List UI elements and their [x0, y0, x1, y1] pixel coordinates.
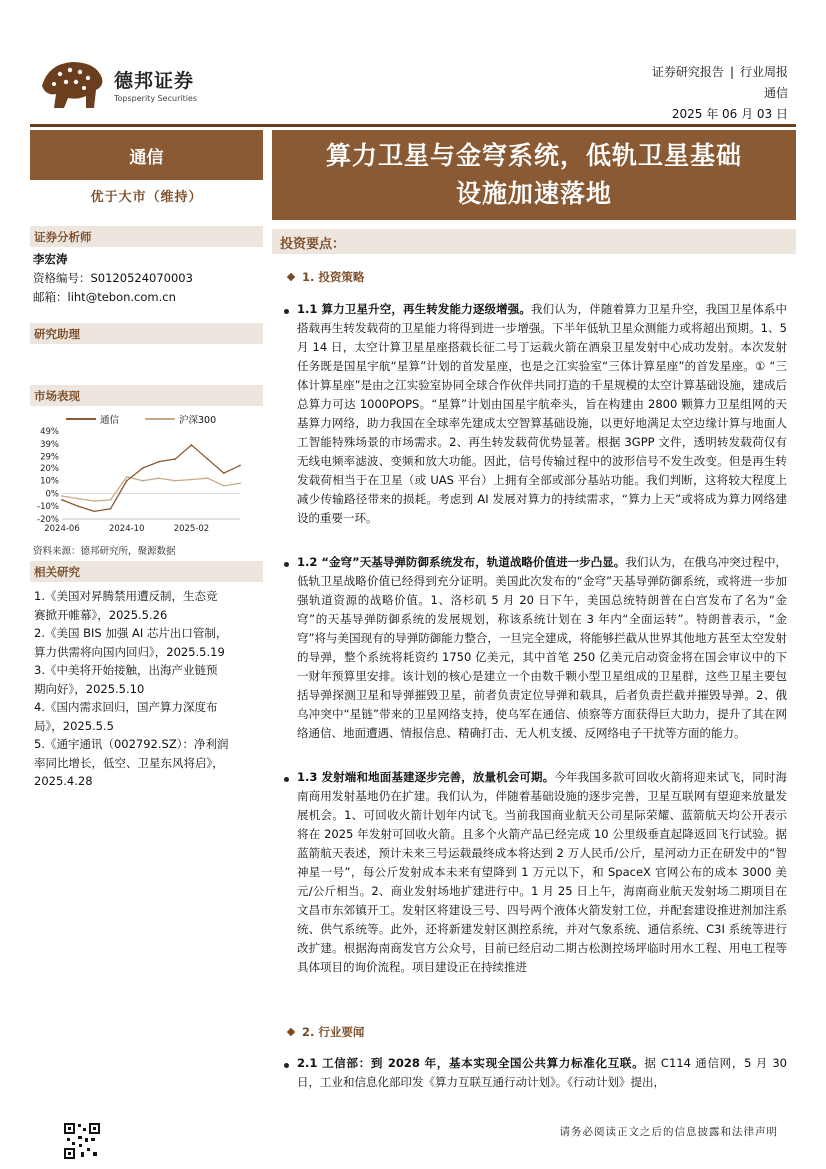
- email-link[interactable]: liht@tebon.com.cn: [67, 290, 176, 304]
- market-header: 市场表现: [30, 385, 263, 406]
- legend-label-hs300: 沪深300: [179, 415, 217, 426]
- bullet-icon: [284, 562, 289, 567]
- leopard-logo-icon: [38, 56, 106, 112]
- bullet-icon: [284, 1063, 289, 1068]
- title-line-2: 设施加速落地: [455, 179, 612, 208]
- data-point: [93, 500, 95, 502]
- data-point: [61, 499, 63, 501]
- data-point: [191, 479, 193, 481]
- series-line: [62, 477, 240, 501]
- report-title: [272, 130, 796, 220]
- paragraph-1-2: 1.2 “金穹”天基导弹防御系统发布，轨道战略价值进一步凸显。我们认为，在俄乌冲突过程中，低轨卫星战略价值已经得到充分证明。美国此次发布的“金穹”天基导弹防御系统，或将进一步加强轨道资源的战略价值。1、洛杉矶 5 月 20 日下午，美国总统特朗普在白宫发布了名为“金穹”的天基导弹防御系统的发展规划，称该系统计划在 3 年内“全面运转”。特朗普表示，“金穹”将与美国现有的导弹防御能力整合，一旦完全建成，将能够拦截从世界其他地方甚至太空发射的导弹，整个系统将耗资约 1750 亿美元，其中首笔 250 亿美元启动资金将在国会审议中的下一财年预算里安排。该计划的核心是建立一个由数千颗小型卫星组成的卫星群，这些卫星主要包括导弹探测卫星和导弹摧毁卫星，前者负责定位导弹和载具，后者负责拦截并摧毁导弹。2、俄乌冲突中“星链”带来的卫星网络支持，使乌军在通信、侦察等方面获得巨大助力，提升了其在网络通信、地面遭遇、情报信息、精确打击、无人机支援、反网络电子干扰等方面的能力。: [297, 555, 787, 740]
- data-point: [110, 499, 112, 501]
- chart-source: 资料来源：德邦研究所，聚源数据: [33, 546, 176, 557]
- report-kind: 行业周报: [739, 65, 788, 79]
- y-tick-label: 20%: [40, 463, 59, 474]
- related-item[interactable]: 1.《美国对昇腾禁用遭反制，生态竞 赛掀开帷幕》，2025.5.26: [34, 589, 218, 622]
- data-point: [142, 480, 144, 482]
- y-tick-label: 29%: [40, 452, 59, 463]
- data-point: [174, 480, 176, 482]
- report-meta: [652, 62, 788, 125]
- data-point: [93, 510, 95, 512]
- data-point: [191, 444, 193, 446]
- report-sector: 通信: [763, 86, 788, 100]
- title-line-1: 算力卫星与金穹系统，低轨卫星基础: [325, 141, 742, 170]
- company-logo: [38, 56, 197, 112]
- paragraph-1-3: 1.3 发射端和地面基建逐步完善，放量机会可期。今年我国多款可回收火箭将迎来试飞，同时海南商用发射基地仍在扩建。我们认为，伴随着基础设施的逐步完善，卫星互联网有望迎来放量发展机会。1、可回收火箭计划年内试飞。当前我国商业航天公司星际荣耀、蓝箭航天均公开表示将在 2025 年发射可回收火箭。且多个火箭产品已经完成 10 公里级垂直起降返回飞行试验。据蓝箭航天表述，预计未来三号运载最终成本将达到 2 万人民币/公斤，星河动力正在研发中的“智神星一号”，每公斤发射成本未来有望降到 1 万元以下，和 SpaceX 官网公布的成本 3000 美元/公斤相当。2、商业发射场地扩建进行中。1 月 25 日上午，海南商业航天发射场二期项目在文昌市东郊镇开工。发射区将建设三号、四号两个液体火箭发射工位，并配套建设推进剂加注系统、供气系统等。此外，还将新建发射区测控系统，并对气象系统、通信系统、C3I 系统等进行改扩建。根据海南商发官方公众号，目前已经启动二期古松测控场坪临时用水工程、用电工程等具体项目的询价流程。项目建设正在持续推进: [297, 770, 787, 974]
- related-item[interactable]: 3.《中美将开始接触，出海产业链预 期向好》，2025.5.10: [34, 663, 218, 696]
- legend-swatch-telecom: [66, 418, 96, 420]
- paragraph-1-1: 1.1 算力卫星升空，再生转发能力逐级增强。我们认为，伴随着算力卫星升空，我国卫星体系中搭载再生转发载荷的卫星能力将得到进一步增强。下半年低轨卫星众测能力或将超出预期。1、5 月 14 日，太空计算卫星星座搭载长征二号丁运载火箭在酒泉卫星发射中心成功发射。本次发射任务既是国星宇航“星算”计划的首发星座，也是之江实验室“三体计算星座”的首发星座。① “三体计算星座”是由之江实验室协同全球合作伙伴共同打造的千星规模的太空计算基础设施，建成后总算力可达 1000POPS。“星算”计划由国星宇航牵头，旨在构建由 2800 颗算力卫星组网的天基算力网络，助力我国在全球率先建成太空智算基础设施，以更好地满足太空边缘计算与地面人工智能特殊场景的市场需求。2、再生转发载荷优势显著。根据 3GPP 文件，透明转发载荷仅有无线电频率滤波、变频和放大功能。因此，信号传输过程中的波形信号不发生改变。但是再生转发载荷相当于在卫星（或 UAS 平台）上拥有全部或部分基站功能。我们判断，这将较大程度上减少传输路径带来的损耗。考虑到 AI 发展对算力的持续需求，“算力上天”或将成为算力网络建设的重要一环。: [297, 302, 787, 525]
- section-heading-news: 2. 行业要闻: [288, 1024, 364, 1040]
- data-point: [77, 505, 79, 507]
- data-point: [126, 480, 128, 482]
- y-tick-label: 10%: [40, 476, 59, 487]
- paragraph-2-1: 2.1 工信部：到 2028 年，基本实现全国公共算力标准化互联。据 C114 通信网，5 月 30 日，工业和信息化部印发《算力互联互通行动计划》。《行动计划》提出，: [297, 1056, 787, 1089]
- data-point: [239, 465, 241, 467]
- report-date: 2025 年 06 月 03 日: [671, 107, 788, 121]
- diamond-icon: [287, 273, 295, 281]
- legend-swatch-hs300: [145, 418, 175, 420]
- bullet-icon: [284, 309, 289, 314]
- related-item[interactable]: 5.《通宇通讯（002792.SZ）：净利润 率同比增长，低空、卫星东风将启》， 2025.4.28: [34, 737, 229, 788]
- related-research-list: [34, 587, 258, 791]
- sector-box: 通信: [30, 130, 263, 180]
- disclaimer: 请务必阅读正文之后的信息披露和法律声明: [559, 1126, 778, 1138]
- assistant-header: 研究助理: [30, 323, 263, 344]
- analyst-header: 证券分析师: [30, 226, 263, 247]
- header-rule: [30, 124, 796, 127]
- qr-code-icon[interactable]: [63, 1122, 101, 1160]
- data-point: [223, 485, 225, 487]
- y-tick-label: -10%: [37, 502, 59, 513]
- data-point: [239, 482, 241, 484]
- data-point: [207, 458, 209, 460]
- diamond-icon: [287, 1028, 295, 1036]
- license-label: 资格编号：: [33, 271, 91, 285]
- legend-label-telecom: 通信: [100, 415, 120, 426]
- rating: 优于大市（维持）: [90, 190, 203, 205]
- related-item[interactable]: 2.《美国 BIS 加强 AI 芯片出口管制， 算力供需将向国内回归》，2025.5.19: [34, 626, 228, 659]
- x-tick-label: 2025-02: [173, 524, 210, 534]
- data-point: [158, 477, 160, 479]
- analyst-info: [33, 250, 193, 307]
- chart-legend: [66, 412, 216, 426]
- y-tick-label: 39%: [40, 439, 59, 450]
- data-point: [142, 467, 144, 469]
- bullet-icon: [284, 777, 289, 782]
- data-point: [174, 458, 176, 460]
- section-heading-strategy: 1. 投资策略: [288, 269, 364, 285]
- company-name-en: Topsperity Securities: [114, 93, 198, 103]
- x-tick-label: 2024-06: [44, 524, 80, 534]
- analyst-name: 李宏涛: [33, 252, 68, 266]
- license-value: S0120524070003: [90, 271, 193, 285]
- meta-separator: |: [729, 65, 734, 79]
- data-point: [110, 508, 112, 510]
- related-header: 相关研究: [30, 561, 263, 582]
- data-point: [207, 477, 209, 479]
- y-tick-label: -20%: [37, 515, 59, 525]
- data-point: [61, 495, 63, 497]
- email-label: 邮箱：: [33, 290, 68, 304]
- x-tick-label: 2024-10: [108, 524, 145, 534]
- data-point: [223, 472, 225, 474]
- data-point: [158, 461, 160, 463]
- report-type: 证券研究报告: [651, 65, 724, 79]
- series-line: [62, 445, 240, 511]
- data-point: [126, 476, 128, 478]
- y-tick-label: 0%: [45, 489, 59, 500]
- related-item[interactable]: 4.《国内需求回归，国产算力深度布 局》，2025.5.5: [34, 700, 218, 733]
- key-points-header: 投资要点：: [272, 229, 796, 254]
- market-performance-chart: [30, 425, 263, 540]
- y-tick-label: 49%: [40, 427, 59, 437]
- company-name-cn: 德邦证券: [114, 69, 195, 92]
- data-point: [77, 498, 79, 500]
